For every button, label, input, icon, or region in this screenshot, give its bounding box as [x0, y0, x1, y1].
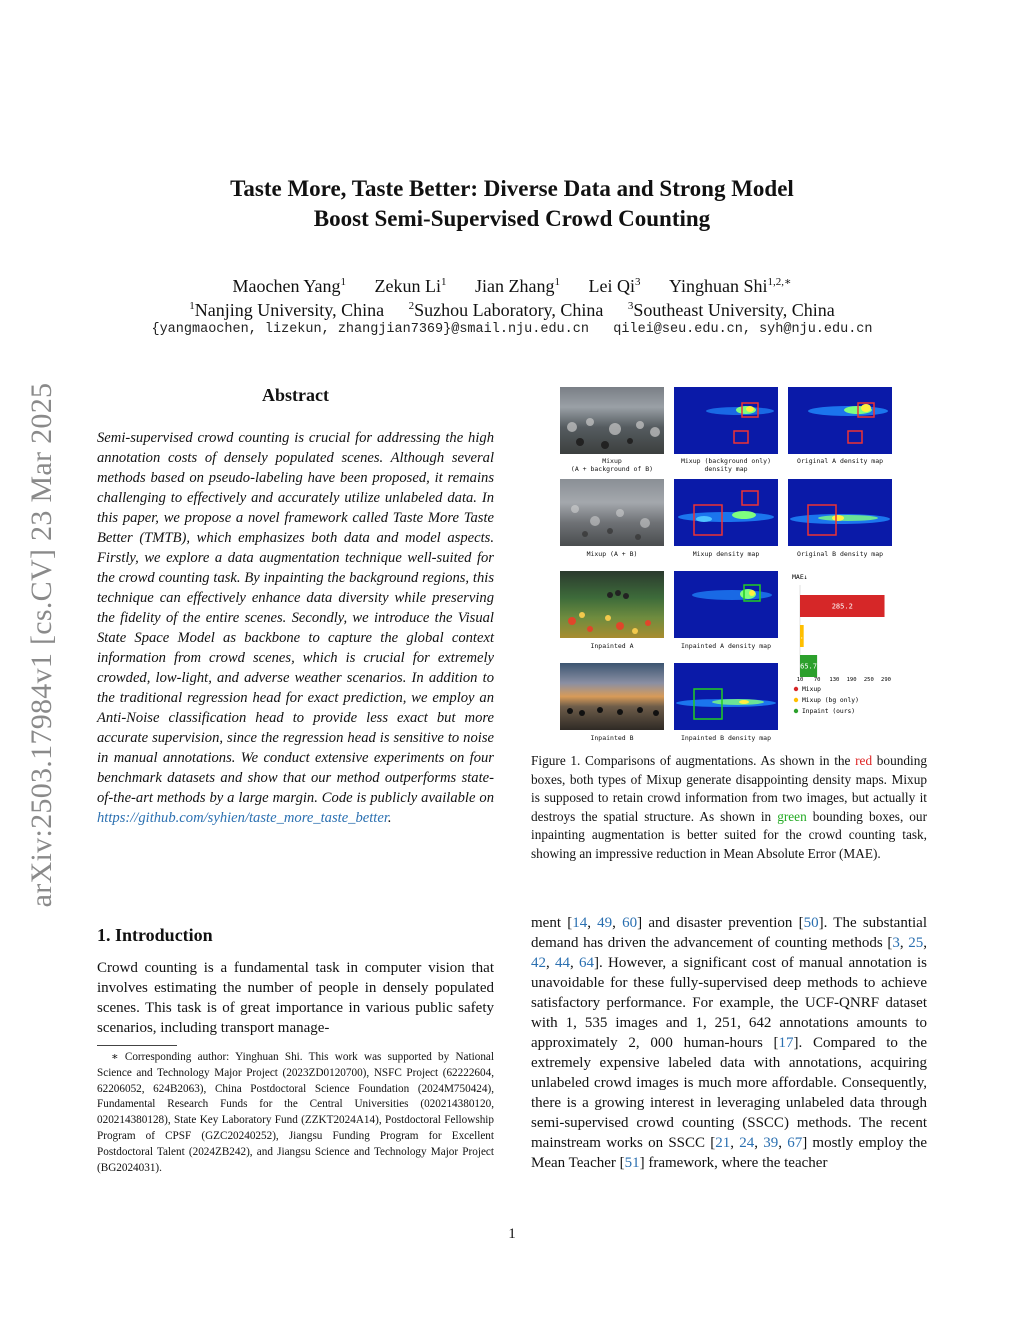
code-link[interactable]: https://github.com/syhien/taste_more_taste_better	[97, 810, 388, 826]
density-mixup-bg	[674, 387, 778, 454]
intro-paragraph: Crowd counting is a fundamental task in computer vision that involves estimating the number of people in densely populated scenes. This task is of great importance in various public safety scenarios, including transport manage-	[97, 960, 494, 1036]
bar-value-label: 65.7	[800, 662, 817, 671]
arxiv-stamp: arXiv:2503.17984v1 [cs.CV] 23 Mar 2025	[25, 382, 58, 908]
title-line-2: Boost Semi-Supervised Crowd Counting	[313, 206, 711, 231]
label-inpainted-b-density: Inpainted B density map	[680, 734, 771, 742]
label-mixup-a-b: Mixup (A + B)	[586, 550, 638, 558]
label-original-b-density: Original B density map	[796, 550, 884, 558]
image-mixup-a-bg-b	[560, 387, 664, 454]
citation[interactable]: 42	[531, 955, 546, 971]
citation[interactable]: 3	[892, 935, 900, 951]
citation[interactable]: 25	[908, 935, 924, 951]
label-mixup-a-bg-b: Mixup (A + background of B)	[570, 457, 654, 473]
image-inpainted-b	[560, 663, 664, 730]
legend-label: Mixup	[802, 686, 821, 693]
author: Zekun Li$^1$	[374, 276, 447, 296]
legend-marker	[794, 698, 798, 702]
affiliation: $^3$Southeast University, China	[627, 300, 835, 320]
abstract-heading: Abstract	[262, 385, 329, 405]
citation[interactable]: 50	[803, 915, 819, 931]
affiliation: $^1$Nanjing University, China	[189, 300, 385, 320]
citation[interactable]: 51	[624, 1155, 640, 1171]
x-tick-label: 190	[846, 677, 857, 683]
affiliations	[100, 294, 924, 322]
figure-1	[556, 385, 901, 745]
citation[interactable]: 14	[572, 915, 588, 931]
author: Jian Zhang$^1$	[475, 276, 560, 296]
author-emails: {yangmaochen, lizekun, zhangjian7369}@smail.nju.edu.cn qilei@seu.edu.cn, syh@nju.edu.cn	[151, 322, 873, 337]
chart-title: MAE↓	[792, 573, 808, 581]
author: Lei Qi$^3$	[588, 276, 641, 296]
legend-label: Inpaint (ours)	[802, 708, 856, 715]
citation[interactable]: 17	[778, 1035, 794, 1051]
label-inpainted-a: Inpainted A	[590, 642, 634, 650]
density-inpainted-a	[674, 571, 778, 638]
bar-value-label: 22.0	[791, 632, 809, 641]
bar-value-label: 285.2	[831, 602, 853, 611]
author: Yinghuan Shi$^{1,2,∗}$	[668, 276, 792, 296]
footnote: ∗ Corresponding author: Yinghuan Shi. This work was supported by National Science and Technology Major Project (2023ZD0120700), NSFC Project (62222604, 62206052, 624B2063), China Postdoctoral Science Foundation (2024M750424), Fundamental Research Funds for the Central Universities (020214380120, 020214380128), State Key Laboratory Fund (ZZKT2024A14), Postdoctoral Fellowship Program of CPSF (GZC20240252), Jiangsu Funding Program for Excellent Postdoctoral Talent (2024ZB242), and Jiangsu Science and Technology Major Project (BG2024031).	[97, 1051, 494, 1174]
label-original-a-density: Original A density map	[796, 457, 884, 465]
density-original-b	[788, 479, 892, 546]
citation[interactable]: 49	[597, 915, 613, 931]
figure-caption: Figure 1. Comparisons of augmentations. As shown in the red bounding boxes, both types of Mixup generate disappointing density maps. Mixup is supposed to retain crowd information from two images, but actually it destroys the spatial structure. As shown in green bounding boxes, our inpainting augmentation is better suited for the crowd counting task, showing an impressive reduction in Mean Absolute Error (MAE).	[531, 753, 928, 861]
density-inpainted-b	[674, 663, 778, 730]
citation[interactable]: 67	[787, 1135, 803, 1151]
density-mixup	[674, 479, 778, 546]
affiliation: $^2$Suzhou Laboratory, China	[408, 300, 604, 320]
abstract-body: Semi-supervised crowd counting is crucial for addressing the high annotation costs of densely populated scenes. Although several methods based on pseudo-labeling have been proposed, it remains challenging to effectively and accurately utilize unlabeled data. In this paper, we propose a novel framework called Taste More Taste Better (TMTB), which emphasizes both data and model aspects. Firstly, we explore a data augmentation technique well-suited for the crowd counting task. By inpainting the background regions, this technique can effectively enhance data diversity while preserving the fidelity of the entire scenes. Secondly, we introduce the Visual State Space Model as backbone to capture the global context information from crowd scenes, which is crucial for extremely crowded, low-light, and adverse weather scenarios. In addition to the traditional regression head for exact prediction, we employ an Anti-Noise classification head to provide less exact but more accurate supervision, since the regression head is sensitive to noise in manual annotations. We conduct extensive experiments on four benchmark datasets and show that our method outperforms state-of-the-art methods by a large margin. Code is publicly available on https://github.com/syhien/taste_more_taste_better.	[97, 430, 494, 826]
citation[interactable]: 21	[715, 1135, 731, 1151]
image-inpainted-a	[560, 571, 664, 638]
x-tick-label: 70	[813, 677, 821, 683]
footnote-rule	[97, 1045, 177, 1046]
label-inpainted-b: Inpainted B	[590, 734, 634, 742]
citation[interactable]: 24	[739, 1135, 755, 1151]
legend-label: Mixup (bg only)	[802, 697, 859, 704]
page-number: 1	[508, 1226, 516, 1242]
paper-title	[100, 174, 924, 234]
density-original-a	[788, 387, 892, 454]
citation[interactable]: 39	[763, 1135, 779, 1151]
citation[interactable]: 60	[622, 915, 638, 931]
x-tick-label: 10	[796, 677, 804, 683]
section-heading: 1. Introduction	[97, 925, 213, 945]
legend-marker	[794, 687, 798, 691]
x-tick-label: 290	[881, 677, 891, 683]
author: Maochen Yang$^1$	[232, 276, 347, 296]
mae-bar-chart	[788, 571, 901, 736]
image-mixup-a-b	[560, 479, 664, 546]
x-tick-label: 250	[863, 677, 874, 683]
right-column-text: ment [14, 49, 60] and disaster prevention [50]. The substantial demand has driven the advancement of counting methods [3, 25, 42, 44, 64]. However, a significant cost of manual annotation is unavoidable for these fully-supervised deep methods to achieve satisfactory performance. For example, the UCF-QNRF dataset with 1, 535 images and 1, 251, 642 annotations amounts to approximately 2, 000 human-hours [17]. Compared to the extremely expensive labeled data with annotations, acquiring unlabeled crowd images is much more affordable. Consequently, there is a growing interest in leveraging unlabeled data through semi-supervised crowd counting (SSCC) methods. The recent mainstream works on SSCC [21, 24, 39, 67] mostly employ the Mean Teacher [51] framework, where the teacher	[531, 915, 928, 1171]
label-mixup-bg-density: Mixup (background only) density map	[680, 457, 771, 473]
label-mixup-density: Mixup density map	[692, 550, 760, 558]
citation[interactable]: 64	[579, 955, 595, 971]
legend-marker	[794, 709, 798, 713]
label-inpainted-a-density: Inpainted A density map	[680, 642, 771, 650]
citation[interactable]: 44	[555, 955, 571, 971]
x-tick-label: 130	[829, 677, 840, 683]
title-line-1: Taste More, Taste Better: Diverse Data and Strong Model	[230, 176, 794, 201]
